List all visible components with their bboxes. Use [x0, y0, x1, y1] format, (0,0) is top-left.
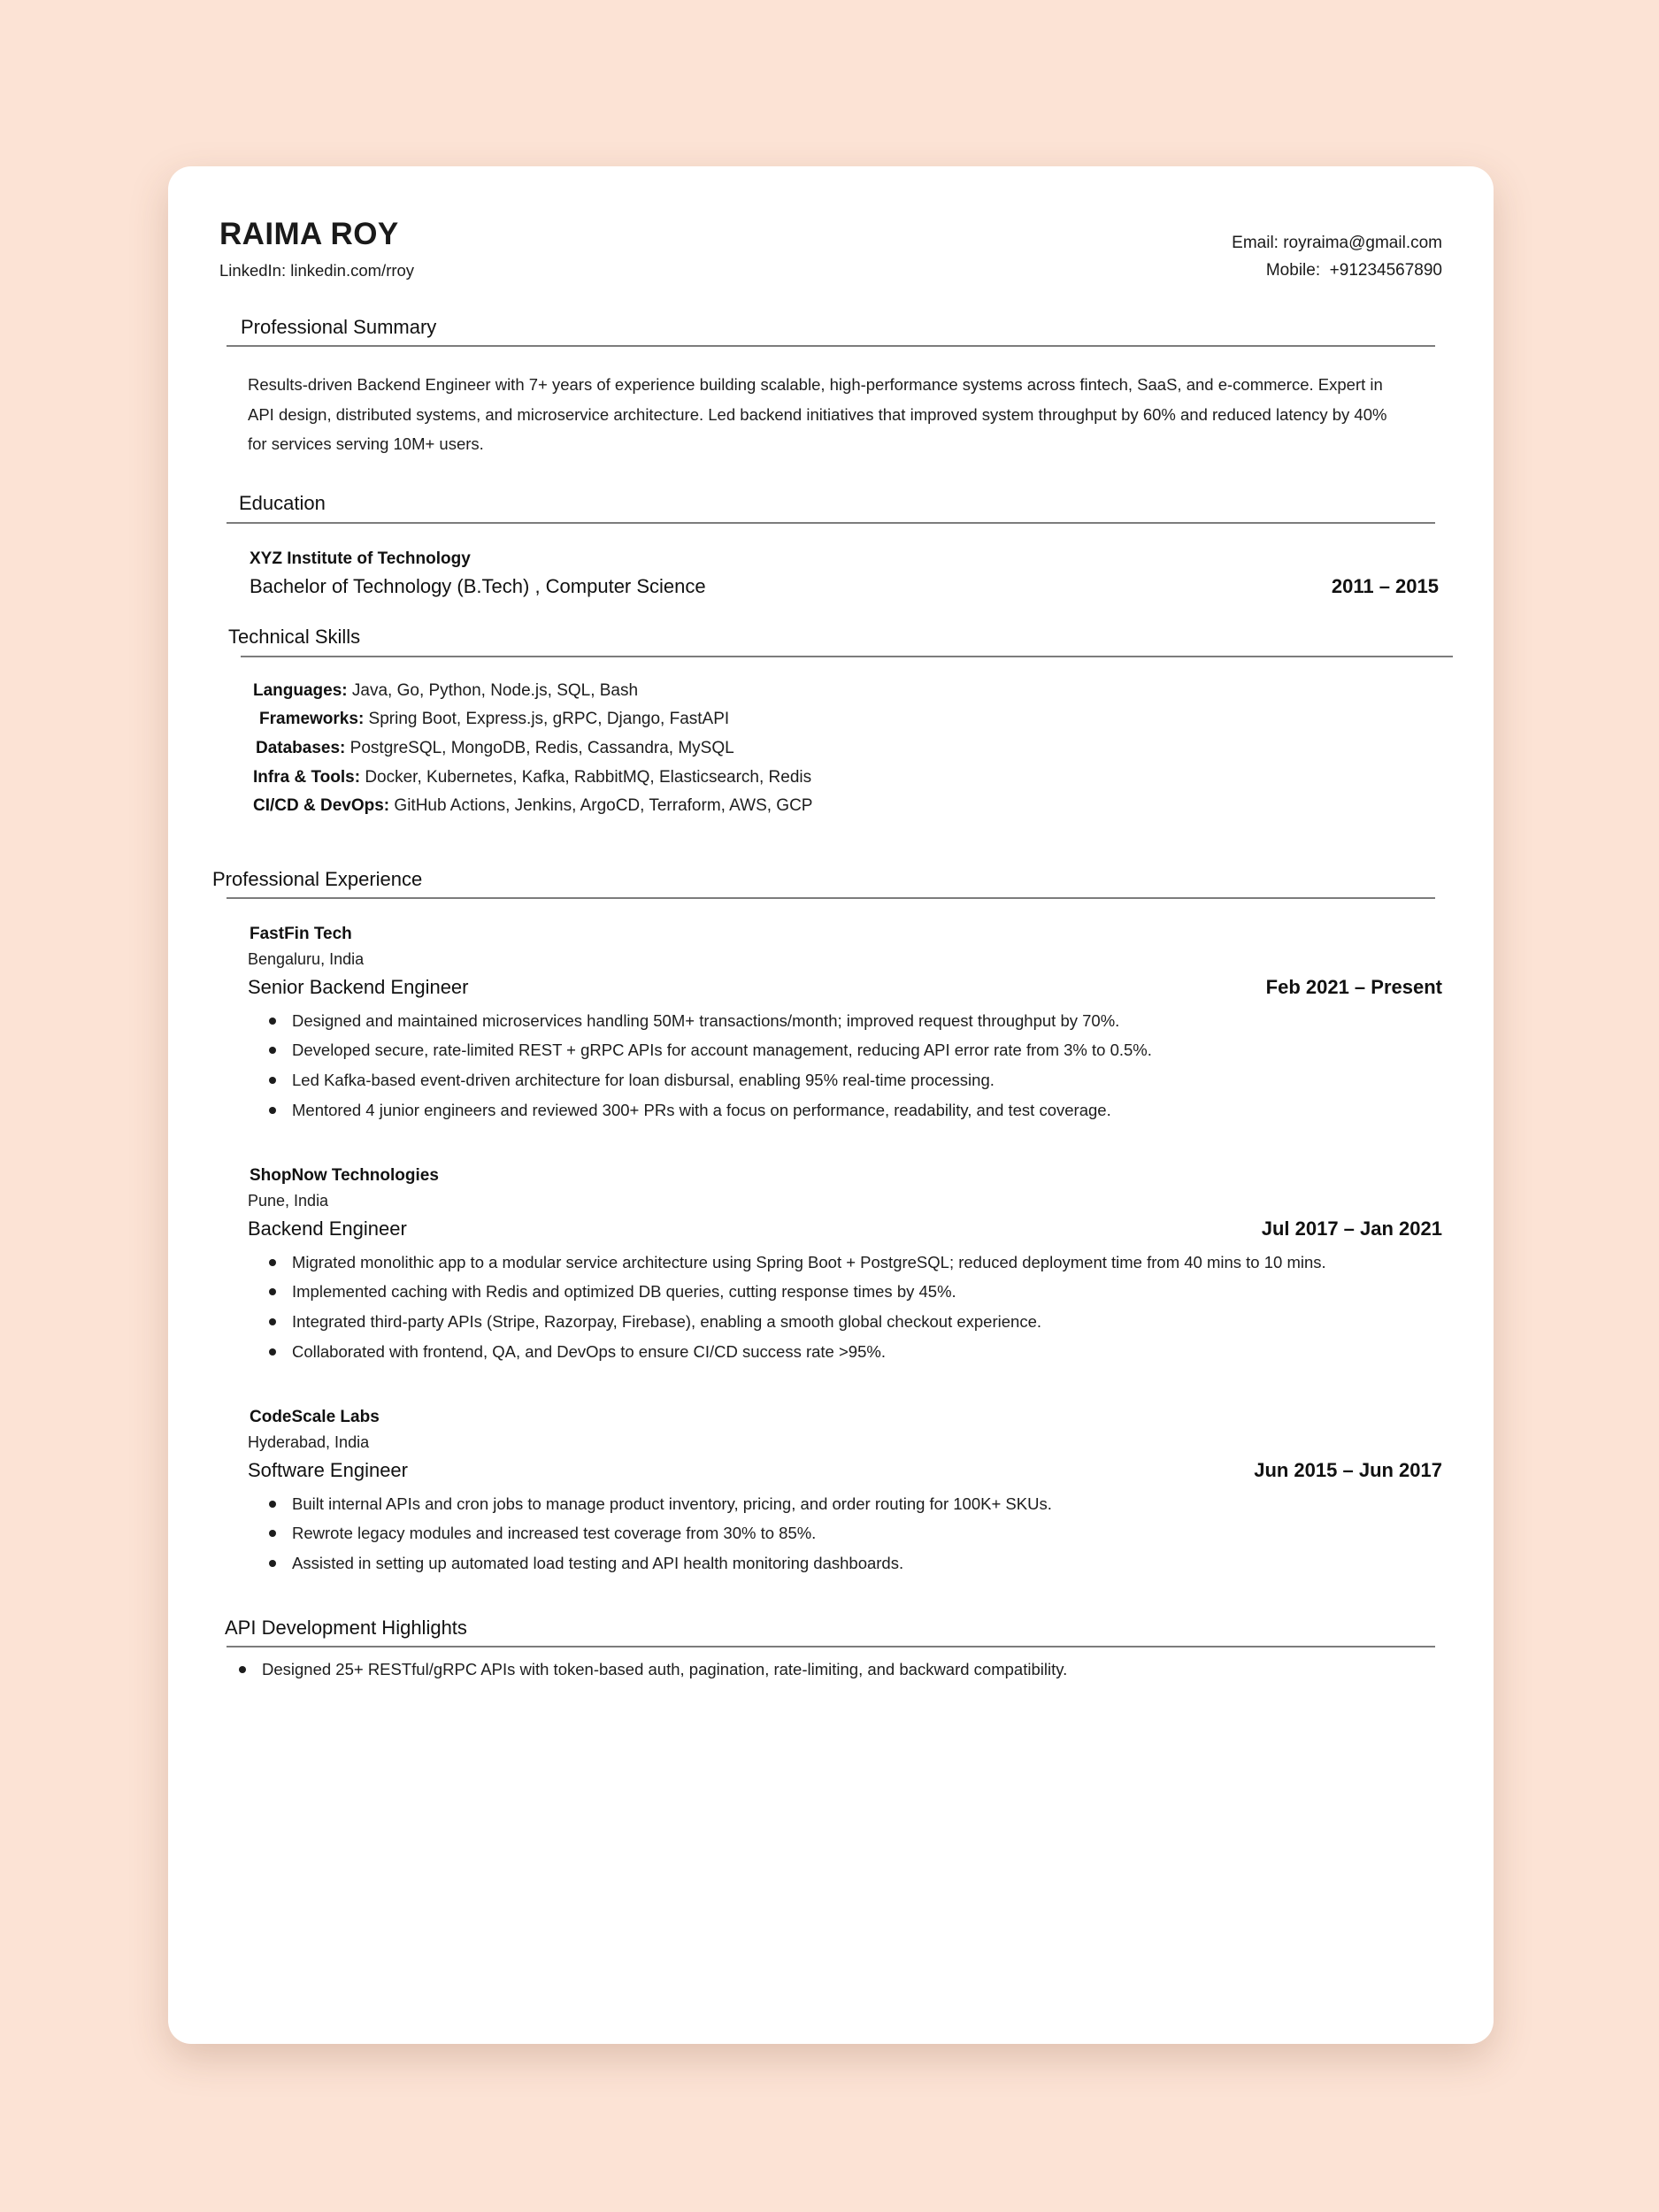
skill-value-frameworks: Spring Boot, Express.js, gRPC, Django, FastAPI	[364, 710, 730, 729]
mobile-line: Mobile: +91234567890	[1265, 260, 1442, 280]
skill-row-databases	[256, 734, 1442, 764]
skill-value-cicd-devops: GitHub Actions, Jenkins, ArgoCD, Terraform, AWS, GCP	[389, 796, 813, 816]
job-title: Backend Engineer	[248, 1217, 407, 1240]
job-title: Software Engineer	[248, 1458, 408, 1481]
contact-block	[1232, 218, 1442, 285]
section-api-development-highlights	[168, 1616, 1494, 1685]
job-bullet: Designed and maintained microservices handling 50M+ transactions/month; improved request throughput by 70%.	[250, 1006, 1442, 1036]
section-divider-skills	[241, 656, 1453, 657]
skill-label-frameworks: Frameworks:	[259, 710, 365, 729]
education-years: 2011 – 2015	[1331, 575, 1439, 598]
job-dates: Jul 2017 – Jan 2021	[1261, 1217, 1442, 1240]
api-highlight-bullet: Designed 25+ RESTful/gRPC APIs with token-based auth, pagination, rate-limiting, and backward compatibility.	[219, 1655, 1442, 1685]
section-divider-experience	[227, 897, 1435, 899]
job-bullet: Integrated third-party APIs (Stripe, Razorpay, Firebase), enabling a smooth global checkout experience.	[250, 1307, 1442, 1337]
job-location: Bengaluru, India	[248, 949, 365, 968]
education-entry	[250, 547, 1442, 599]
candidate-name: RAIMA ROY	[219, 217, 399, 251]
section-divider-education	[227, 522, 1435, 524]
section-title-education: Education	[239, 492, 326, 514]
skill-row-languages	[253, 677, 1442, 706]
summary-paragraph: Results-driven Backend Engineer with 7+ years of experience building scalable, high-performance systems across fintech, SaaS, and e-commerce. Expert in API design, distributed systems, and microservice architecture. Led backend initiatives that improved system throughput by 60% and reduced latency by 40% for services serving 10M+ users.	[248, 375, 1387, 454]
job-company: CodeScale Labs	[250, 1408, 380, 1427]
resume-document	[168, 166, 1494, 2044]
skill-value-languages: Java, Go, Python, Node.js, SQL, Bash	[347, 680, 639, 700]
experience-spacer	[219, 1125, 1442, 1141]
job-bullet: Assisted in setting up automated load testing and API health monitoring dashboards.	[250, 1548, 1442, 1578]
section-title-api-highlights: API Development Highlights	[225, 1616, 467, 1639]
experience-spacer	[219, 1366, 1442, 1382]
section-professional-summary	[168, 315, 1494, 459]
skill-value-infra-tools: Docker, Kubernetes, Kafka, RabbitMQ, Elasticsearch, Redis	[360, 767, 812, 787]
section-technical-skills	[168, 625, 1494, 821]
skill-label-cicd-devops: CI/CD & DevOps:	[253, 796, 390, 816]
section-divider-summary	[227, 345, 1435, 347]
experience-entry-codescale	[250, 1405, 1442, 1578]
skill-label-infra-tools: Infra & Tools:	[253, 767, 361, 787]
job-company: ShopNow Technologies	[250, 1166, 439, 1186]
job-location: Pune, India	[248, 1191, 329, 1210]
identity-block	[219, 218, 414, 280]
job-location: Hyderabad, India	[248, 1432, 370, 1451]
api-highlight-list	[219, 1655, 1442, 1685]
email-line[interactable]: Email: royraima@gmail.com	[1232, 234, 1442, 252]
job-bullet-list	[250, 1248, 1442, 1367]
section-title-summary: Professional Summary	[241, 315, 437, 338]
education-school: XYZ Institute of Technology	[250, 549, 471, 568]
job-title-row	[250, 1459, 1442, 1482]
skills-list	[253, 677, 1442, 821]
job-title: Senior Backend Engineer	[248, 975, 469, 998]
experience-entry-fastfin	[250, 922, 1442, 1125]
job-bullet-list	[250, 1006, 1442, 1125]
job-bullet: Implemented caching with Redis and optimized DB queries, cutting response times by 45%.	[250, 1277, 1442, 1307]
job-bullet: Led Kafka-based event-driven architecture for loan disbursal, enabling 95% real-time processing.	[250, 1065, 1442, 1095]
resume-header	[168, 166, 1494, 285]
job-bullet: Built internal APIs and cron jobs to manage product inventory, pricing, and order routing for 100K+ SKUs.	[250, 1489, 1442, 1519]
section-education	[168, 491, 1494, 598]
job-company: FastFin Tech	[250, 925, 352, 944]
skill-row-frameworks	[259, 705, 1442, 734]
skill-label-languages: Languages:	[253, 680, 348, 700]
section-title-skills: Technical Skills	[228, 626, 361, 649]
section-title-experience: Professional Experience	[212, 867, 423, 890]
skill-value-databases: PostgreSQL, MongoDB, Redis, Cassandra, MySQL	[345, 738, 734, 757]
job-title-row	[250, 1217, 1442, 1240]
job-bullet: Mentored 4 junior engineers and reviewed 300+ PRs with a focus on performance, readability, and test coverage.	[250, 1095, 1442, 1125]
linkedin-line[interactable]: LinkedIn: linkedin.com/rroy	[219, 260, 415, 280]
job-bullet-list	[250, 1489, 1442, 1578]
experience-entry-shopnow	[250, 1164, 1442, 1366]
education-degree: Bachelor of Technology (B.Tech) , Computer Science	[250, 575, 706, 598]
job-bullet: Migrated monolithic app to a modular service architecture using Spring Boot + PostgreSQL; reduced deployment time from 40 mins to 10 mins.	[250, 1248, 1442, 1278]
job-bullet: Developed secure, rate-limited REST + gRPC APIs for account management, reducing API error rate from 3% to 0.5%.	[250, 1035, 1442, 1065]
education-degree-row	[250, 575, 1442, 598]
job-dates: Jun 2015 – Jun 2017	[1254, 1458, 1442, 1481]
skill-label-databases: Databases:	[256, 738, 346, 757]
skill-row-cicd-devops	[253, 792, 1442, 821]
skill-row-infra-tools	[253, 764, 1442, 793]
section-divider-api-highlights	[227, 1646, 1435, 1647]
job-bullet: Collaborated with frontend, QA, and DevOps to ensure CI/CD success rate >95%.	[250, 1337, 1442, 1367]
job-dates: Feb 2021 – Present	[1265, 975, 1442, 998]
job-title-row	[250, 976, 1442, 999]
job-bullet: Rewrote legacy modules and increased test coverage from 30% to 85%.	[250, 1518, 1442, 1548]
section-professional-experience	[168, 867, 1494, 1578]
